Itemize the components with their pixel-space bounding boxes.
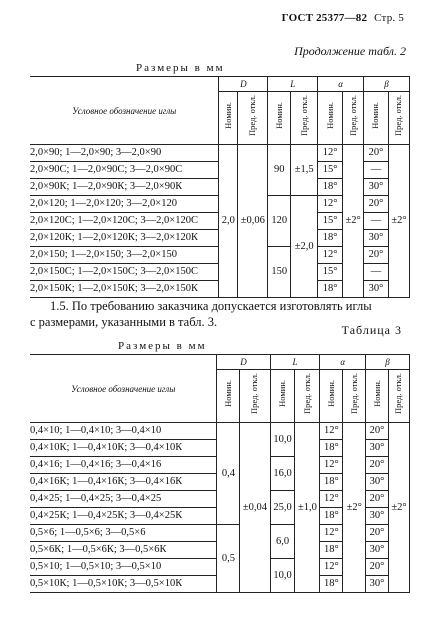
table2-alpha-pred-value: ±2°: [343, 145, 364, 298]
table2-a-nom: Номин.: [324, 102, 335, 129]
table2-beta-value: 20°: [364, 145, 389, 162]
table3-d-header: D: [217, 355, 270, 370]
table3-a-pred: Пред. откл.: [348, 373, 359, 414]
table3-title: Таблица 3: [341, 323, 402, 337]
table2-l-header: L: [268, 77, 318, 92]
table3-alpha-value: 12°: [320, 559, 343, 576]
table3-l-value: 10,0: [270, 423, 295, 457]
table2-d-pred-value: ±0,06: [238, 145, 268, 298]
table3-b-pred: Пред. откл.: [393, 373, 404, 414]
table3-row-label: 0,5×6К; 1—0,5×6К; 3—0,5×6К: [30, 542, 217, 559]
table2-alpha-value: 12°: [318, 145, 343, 162]
table3-d-pred-value: ±0,04: [240, 423, 270, 593]
page-header: [282, 12, 404, 24]
table2-beta-value: —: [364, 162, 389, 179]
table2-alpha-value: 18°: [318, 281, 343, 298]
table2-row-label: 2,0×150; 1—2,0×150; 3—2,0×150: [30, 247, 219, 264]
table2-l-nom: Номин.: [273, 102, 284, 129]
table2-row-label: 2,0×120; 1—2,0×120; 3—2,0×120: [30, 196, 219, 213]
table-3: [30, 354, 410, 593]
table2-alpha-value: 18°: [318, 230, 343, 247]
table3-l-header: L: [270, 355, 320, 370]
table-2: [30, 76, 410, 298]
table3-l-value: 25,0: [270, 491, 295, 525]
table3-row-label: 0,4×25К; 1—0,4×25К; 3—0,4×25К: [30, 508, 217, 525]
table3-beta-value: 30°: [366, 474, 389, 491]
table3-l-value: 16,0: [270, 457, 295, 491]
table2-row-label: 2,0×150К; 1—2,0×150К; 3—2,0×150К: [30, 281, 219, 298]
table3-beta-value: 20°: [366, 525, 389, 542]
table3-beta-value: 20°: [366, 457, 389, 474]
table3-row-label: 0,5×6; 1—0,5×6; 3—0,5×6: [30, 525, 217, 542]
table3-row-label: 0,4×10К; 1—0,4×10К; 3—0,4×10К: [30, 440, 217, 457]
table3-beta-value: 20°: [366, 491, 389, 508]
table3-beta-value: 30°: [366, 508, 389, 525]
table2-row-label: 2,0×120С; 1—2,0×120С; 3—2,0×120С: [30, 213, 219, 230]
table3-d-nom-value: 0,4: [217, 423, 240, 525]
table3-beta-value: 30°: [366, 440, 389, 457]
table3-row-label: 0,4×25; 1—0,4×25; 3—0,4×25: [30, 491, 217, 508]
table3-row-label: 0,5×10К; 1—0,5×10К; 3—0,5×10К: [30, 576, 217, 593]
table3-row-label: 0,4×16К; 1—0,4×16К; 3—0,4×16К: [30, 474, 217, 491]
table2-b-pred: Пред. откл.: [393, 95, 404, 136]
table3-beta-value: 20°: [366, 559, 389, 576]
table2-b-nom: Номин.: [370, 102, 381, 129]
table2-row-label: 2,0×90С; 1—2,0×90С; 3—2,0×90С: [30, 162, 219, 179]
table3-a-nom: Номин.: [325, 380, 336, 407]
table3-cond-header: Условное обозначение иглы: [30, 355, 217, 423]
table3-row-label: 0,5×10; 1—0,5×10; 3—0,5×10: [30, 559, 217, 576]
table2-l-pred: Пред. откл.: [298, 95, 309, 136]
table3-d-nom-value: 0,5: [217, 525, 240, 593]
table2-sizes-label: Размеры в мм: [136, 62, 225, 74]
table3-sizes-label: Размеры в мм: [118, 340, 207, 352]
table2-l-value: 90: [268, 145, 291, 196]
table2-d-nom: Номин.: [222, 102, 233, 129]
table2-beta-value: 30°: [364, 281, 389, 298]
paragraph-line: с размерами, указанными в табл. 3.: [30, 315, 218, 329]
table3-row-label: 0,4×10; 1—0,4×10; 3—0,4×10: [30, 423, 217, 440]
table2-beta-value: 20°: [364, 247, 389, 264]
table3-alpha-value: 12°: [320, 457, 343, 474]
table3-beta-value: 30°: [366, 542, 389, 559]
table3-d-pred: Пред. откл.: [249, 373, 260, 414]
table3-alpha-value: 12°: [320, 525, 343, 542]
table3-beta-pred-value: ±2°: [388, 423, 409, 593]
table2-l-value: 150: [268, 247, 291, 298]
table2-beta-value: 30°: [364, 179, 389, 196]
table3-row-label: 0,4×16; 1—0,4×16; 3—0,4×16: [30, 457, 217, 474]
table3-beta-value: 20°: [366, 423, 389, 440]
table2-beta-value: —: [364, 213, 389, 230]
table2-alpha-value: 12°: [318, 247, 343, 264]
table2-l-pred-value: ±2,0: [291, 196, 318, 298]
table2-alpha-value: 12°: [318, 196, 343, 213]
table2-beta-pred-value: ±2°: [388, 145, 409, 298]
table3-l-value: 6,0: [270, 525, 295, 559]
table2-row-label: 2,0×90; 1—2,0×90; 3—2,0×90: [30, 145, 219, 162]
table2-alpha-value: 15°: [318, 162, 343, 179]
table3-alpha-value: 18°: [320, 576, 343, 593]
table3-l-pred: Пред. откл.: [301, 373, 312, 414]
table2-beta-value: 30°: [364, 230, 389, 247]
continuation-note: Продолжение табл. 2: [294, 44, 406, 58]
table3-alpha-pred-value: ±2°: [343, 423, 366, 593]
table2-l-value: 120: [268, 196, 291, 247]
table3-beta-header: β: [366, 355, 410, 370]
page-number: Стр. 5: [374, 12, 404, 24]
paragraph-line: 1.5. По требованию заказчика допускается изготовлять иглы: [50, 299, 372, 313]
table2-d-nom-value: 2,0: [219, 145, 238, 298]
table3-alpha-value: 18°: [320, 508, 343, 525]
table2-alpha-value: 15°: [318, 213, 343, 230]
table3-alpha-value: 18°: [320, 542, 343, 559]
table3-alpha-value: 12°: [320, 491, 343, 508]
table3-b-nom: Номин.: [371, 380, 382, 407]
table3-alpha-header: α: [320, 355, 366, 370]
table2-row-label: 2,0×150С; 1—2,0×150С; 3—2,0×150С: [30, 264, 219, 281]
table3-d-nom: Номин.: [222, 380, 233, 407]
table2-row-label: 2,0×90К; 1—2,0×90К; 3—2,0×90К: [30, 179, 219, 196]
table3-alpha-value: 12°: [320, 423, 343, 440]
table2-cond-header: Условное обозначение иглы: [30, 77, 219, 145]
table3-l-pred-value: ±1,0: [295, 423, 320, 593]
table2-beta-value: 20°: [364, 196, 389, 213]
table2-alpha-value: 15°: [318, 264, 343, 281]
table3-alpha-value: 18°: [320, 440, 343, 457]
table2-alpha-value: 18°: [318, 179, 343, 196]
table2-row-label: 2,0×120К; 1—2,0×120К; 3—2,0×120К: [30, 230, 219, 247]
table2-d-pred: Пред. откл.: [247, 95, 258, 136]
table3-l-nom: Номин.: [277, 380, 288, 407]
table2-a-pred: Пред. откл.: [347, 95, 358, 136]
table3-l-value: 10,0: [270, 559, 295, 593]
gost-number: ГОСТ 25377—82: [281, 12, 368, 24]
table2-l-pred-value: ±1,5: [291, 145, 318, 196]
table2-alpha-header: α: [318, 77, 364, 92]
table3-alpha-value: 18°: [320, 474, 343, 491]
table3-beta-value: 30°: [366, 576, 389, 593]
table2-d-header: D: [219, 77, 268, 92]
table2-beta-header: β: [364, 77, 410, 92]
table2-beta-value: —: [364, 264, 389, 281]
